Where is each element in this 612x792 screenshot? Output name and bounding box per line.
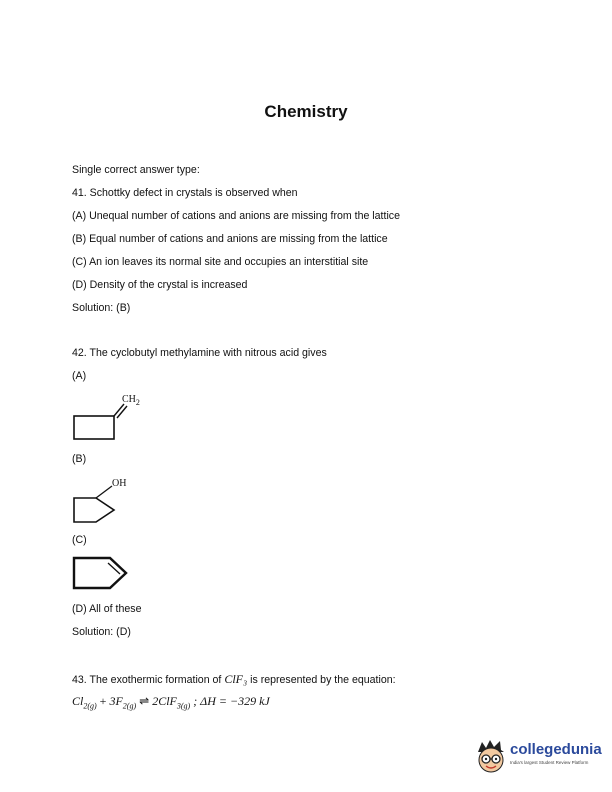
q42-option-a-label: (A) bbox=[72, 370, 87, 382]
cyclopentene-structure bbox=[68, 552, 158, 592]
cyclopentanol-structure bbox=[68, 472, 158, 530]
q41-option-c: (C) An ion leaves its normal site and occupies an interstitial site bbox=[72, 256, 369, 268]
ch2-label: $CH_2$ bbox=[122, 394, 140, 407]
q41-option-b: (B) Equal number of cations and anions are missing from the lattice bbox=[72, 233, 388, 245]
q43-equation: $Cl_{2(g)} + 3F_{2(g)}$ ⇌ 2ClF$_{3(g)}$ ; ΔH = −329 kJ bbox=[72, 694, 270, 711]
mascot-icon bbox=[474, 738, 508, 776]
q42-option-c-label: (C) bbox=[72, 534, 87, 546]
collegedunia-logo[interactable] bbox=[474, 738, 600, 778]
q41-question: 41. Schottky defect in crystals is observed when bbox=[72, 187, 298, 199]
q42-solution: Solution: (D) bbox=[72, 626, 131, 638]
section-label: Single correct answer type: bbox=[72, 164, 200, 176]
q42-option-d: (D) All of these bbox=[72, 603, 142, 615]
q41-option-a: (A) Unequal number of cations and anions are missing from the lattice bbox=[72, 210, 400, 222]
page-title: Chemistry bbox=[264, 102, 348, 121]
q43-question: 43. The exothermic formation of ClF₃ is represented by the equation: bbox=[72, 672, 396, 686]
q41-solution: Solution: (B) bbox=[72, 302, 131, 314]
q42-option-b-label: (B) bbox=[72, 453, 87, 465]
methylenecyclobutane-structure bbox=[68, 388, 158, 446]
logo-tagline: India's largest Student Review Platform bbox=[510, 760, 589, 765]
oh-label: OH bbox=[112, 478, 127, 489]
q41-option-d: (D) Density of the crystal is increased bbox=[72, 279, 248, 291]
logo-name: collegedunia bbox=[510, 741, 602, 758]
q42-question: 42. The cyclobutyl methylamine with nitrous acid gives bbox=[72, 347, 327, 359]
